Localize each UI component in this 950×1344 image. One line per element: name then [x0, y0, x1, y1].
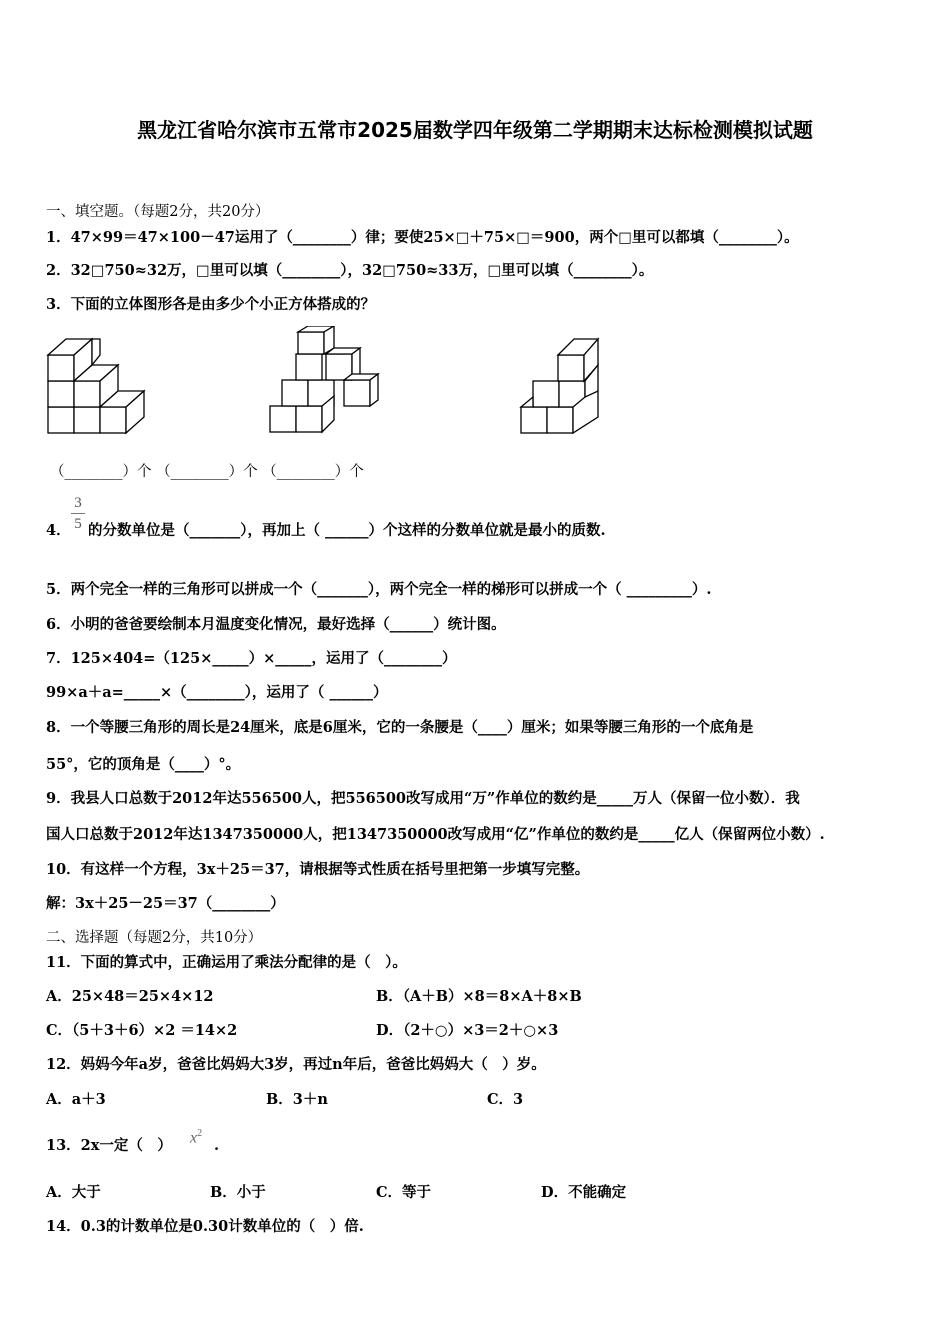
page-title: 黑龙江省哈尔滨市五常市2025届数学四年级第二学期期末达标检测模拟试题	[137, 118, 813, 142]
cube-figure-2	[268, 326, 388, 438]
section-2-heading: 二、选择题（每题2分，共10分）	[46, 930, 263, 946]
question-1: 1．47×99＝47×100－47运用了（________）律；要使25×□＋75×□＝900，两个□里可以都填（________）。	[46, 229, 799, 246]
question-12-option-b: B．3＋n	[266, 1091, 328, 1108]
fraction-denominator: 5	[74, 516, 82, 532]
question-12-option-a: A．a＋3	[46, 1091, 106, 1108]
cube-figure-3	[518, 335, 608, 437]
question-5: 5．两个完全一样的三角形可以拼成一个（_______），两个完全一样的梯形可以拼成一个（ _________）.	[46, 581, 712, 598]
question-13-end: .	[214, 1137, 220, 1154]
question-13-option-a: A．大于	[46, 1184, 101, 1201]
fraction-numerator: 3	[74, 495, 82, 511]
question-10: 10．有这样一个方程，3x＋25＝37，请根据等式性质在括号里把第一步填写完整。	[46, 861, 590, 878]
exponent: 2	[197, 1128, 203, 1139]
question-2: 2．32□750≈32万，□里可以填（________），32□750≈33万，□里可以填（________）。	[46, 262, 654, 279]
question-4: 的分数单位是（_______），再加上（ ______）个这样的分数单位就是最小的质数.	[88, 522, 606, 539]
question-10-solution: 解：3x＋25－25＝37（________）	[46, 895, 285, 912]
question-11-option-d: D．（2＋○）×3＝2＋○×3	[376, 1022, 559, 1039]
question-3-answers: （________）个 （________）个 （________）个	[50, 464, 364, 480]
x-variable: x	[190, 1129, 198, 1147]
question-13-option-c: C．等于	[376, 1184, 432, 1201]
question-8a: 8．一个等腰三角形的周长是24厘米，底是6厘米，它的一条腰是（____）厘米；如果等腰三角形的一个底角是	[46, 719, 754, 736]
fraction-three-fifths	[71, 494, 85, 533]
question-3: 3．下面的立体图形各是由多少个小正方体搭成的？	[46, 296, 376, 313]
question-13: 13．2x一定（ ）	[46, 1137, 172, 1154]
question-8b: 55°，它的顶角是（____）°。	[46, 756, 241, 773]
question-11: 11．下面的算式中，正确运用了乘法分配律的是（ ）。	[46, 954, 407, 971]
section-1-heading: 一、填空题。（每题2分，共20分）	[46, 204, 270, 220]
question-4-number: 4．	[46, 522, 71, 539]
question-14: 14．0.3的计数单位是0.30计数单位的（ ）倍.	[46, 1218, 364, 1235]
question-13-option-d: D．不能确定	[541, 1184, 627, 1201]
question-9b: 国人口总数于2012年达1347350000人，把1347350000改写成用“亿”作单位的数约是_____亿人（保留两位小数）.	[46, 826, 825, 843]
x-squared	[190, 1128, 202, 1147]
question-12-option-c: C．3	[487, 1091, 524, 1108]
question-11-option-a: A．25×48＝25×4×12	[46, 988, 214, 1005]
question-9a: 9．我县人口总数于2012年达556500人，把556500改写成用“万”作单位的数约是_____万人（保留一位小数）．我	[46, 790, 800, 807]
question-6: 6．小明的爸爸要绘制本月温度变化情况，最好选择（______）统计图。	[46, 616, 506, 633]
question-13-option-b: B．小于	[210, 1184, 266, 1201]
question-12: 12．妈妈今年a岁，爸爸比妈妈大3岁，再过n年后，爸爸比妈妈大（ ）岁。	[46, 1056, 546, 1073]
question-11-option-b: B．（A＋B）×8＝8×A＋8×B	[376, 988, 582, 1005]
question-7a: 7．125×404=（125×_____）×_____，运用了（________）	[46, 650, 457, 667]
question-7b: 99×a＋a=_____×（________），运用了（ ______）	[46, 684, 388, 701]
question-11-option-c: C．（5＋3＋6）×2 ＝14×2	[46, 1022, 238, 1039]
cube-figure-1	[46, 335, 156, 437]
